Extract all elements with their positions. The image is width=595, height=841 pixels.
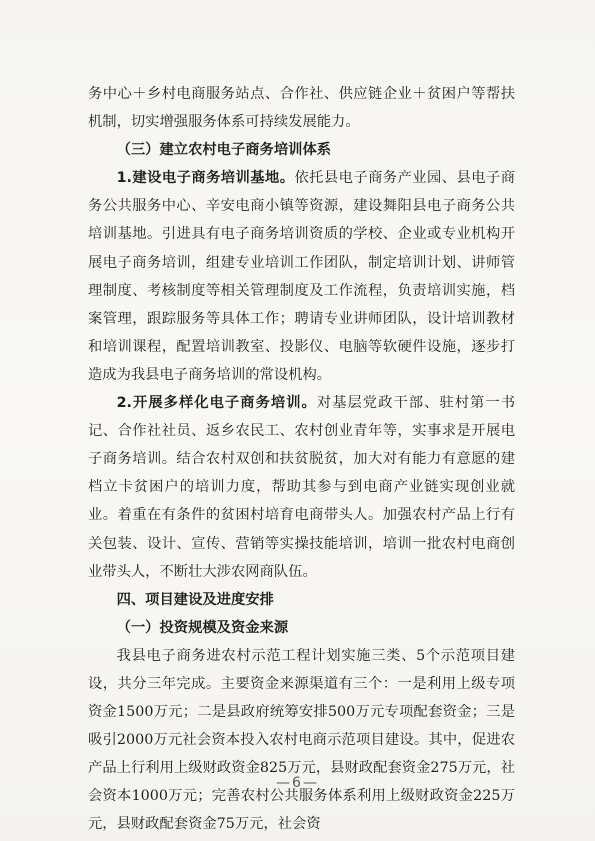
- paragraph-lead: 2.开展多样化电子商务培训。: [116, 395, 317, 412]
- heading-text: （一）投资规模及资金来源: [116, 619, 289, 636]
- section-heading-investment: [88, 614, 515, 642]
- paragraph-training-base: [88, 164, 515, 389]
- paragraph-text: 我县电子商务进农村示范工程计划实施三类、5个示范项目建设，共分三年完成。主要资金来源渠道有三个：一是利用上级专项资金1500万元；二是县政府统筹安排500万元专项配套资金；三是吸引2000万元社会资本投入农村电商示范项目建设。其中，促进农产品上行利用上级财政资金825万元，县财政配套资金275万元，社会资本1000万元；完善农村公共服务体系利用上级财政资金225万元，县财政配套资金75万元，社会资: [88, 647, 515, 833]
- paragraph-text: 对基层党政干部、驻村第一书记、合作社社员、返乡农民工、农村创业青年等，实事求是开展电子商务培训。结合农村双创和扶贫脱贫，加大对有能力有意愿的建档立卡贫困户的培训力度，帮助其参与到电商产业链实现创业就业。着重在有条件的贫困村培育电商带头人。加强农村产品上行有关包装、设计、宣传、营销等实操技能培训，培训一批农村电商创业带头人，不断壮大涉农网商队伍。: [88, 395, 515, 580]
- page-number: —6—: [276, 775, 319, 791]
- paragraph-text: 务中心＋乡村电商服务站点、合作社、供应链企业＋贫困户等帮扶机制，切实增强服务体系可持续发展能力。: [88, 86, 515, 131]
- paragraph-lead: 1.建设电子商务培训基地。: [116, 170, 295, 187]
- paragraph-diverse-training: [88, 389, 515, 586]
- document-body: [88, 80, 515, 839]
- paragraph-continuation: [88, 80, 515, 136]
- heading-text: （三）建立农村电子商务培训体系: [116, 142, 332, 159]
- heading-text: 四、项目建设及进度安排: [116, 591, 274, 608]
- paragraph-text: 依托县电子商务产业园、县电子商务公共服务中心、辛安电商小镇等资源，建设舞阳县电子商务公共培训基地。引进具有电子商务培训资质的学校、企业或专业机构开展电子商务培训，组建专业培训工作团队，制定培训计划、讲师管理制度、考核制度等相关管理制度及工作流程，负责培训实施，档案管理，跟踪服务等具体工作；聘请专业讲师团队，设计培训教材和培训课程，配置培训教室、投影仪、电脑等软硬件设施，逐步打造成为我县电子商务培训的常设机构。: [88, 170, 515, 383]
- paragraph-investment: [88, 642, 515, 839]
- section-heading-training-system: [88, 136, 515, 164]
- section-heading-project-schedule: [88, 586, 515, 614]
